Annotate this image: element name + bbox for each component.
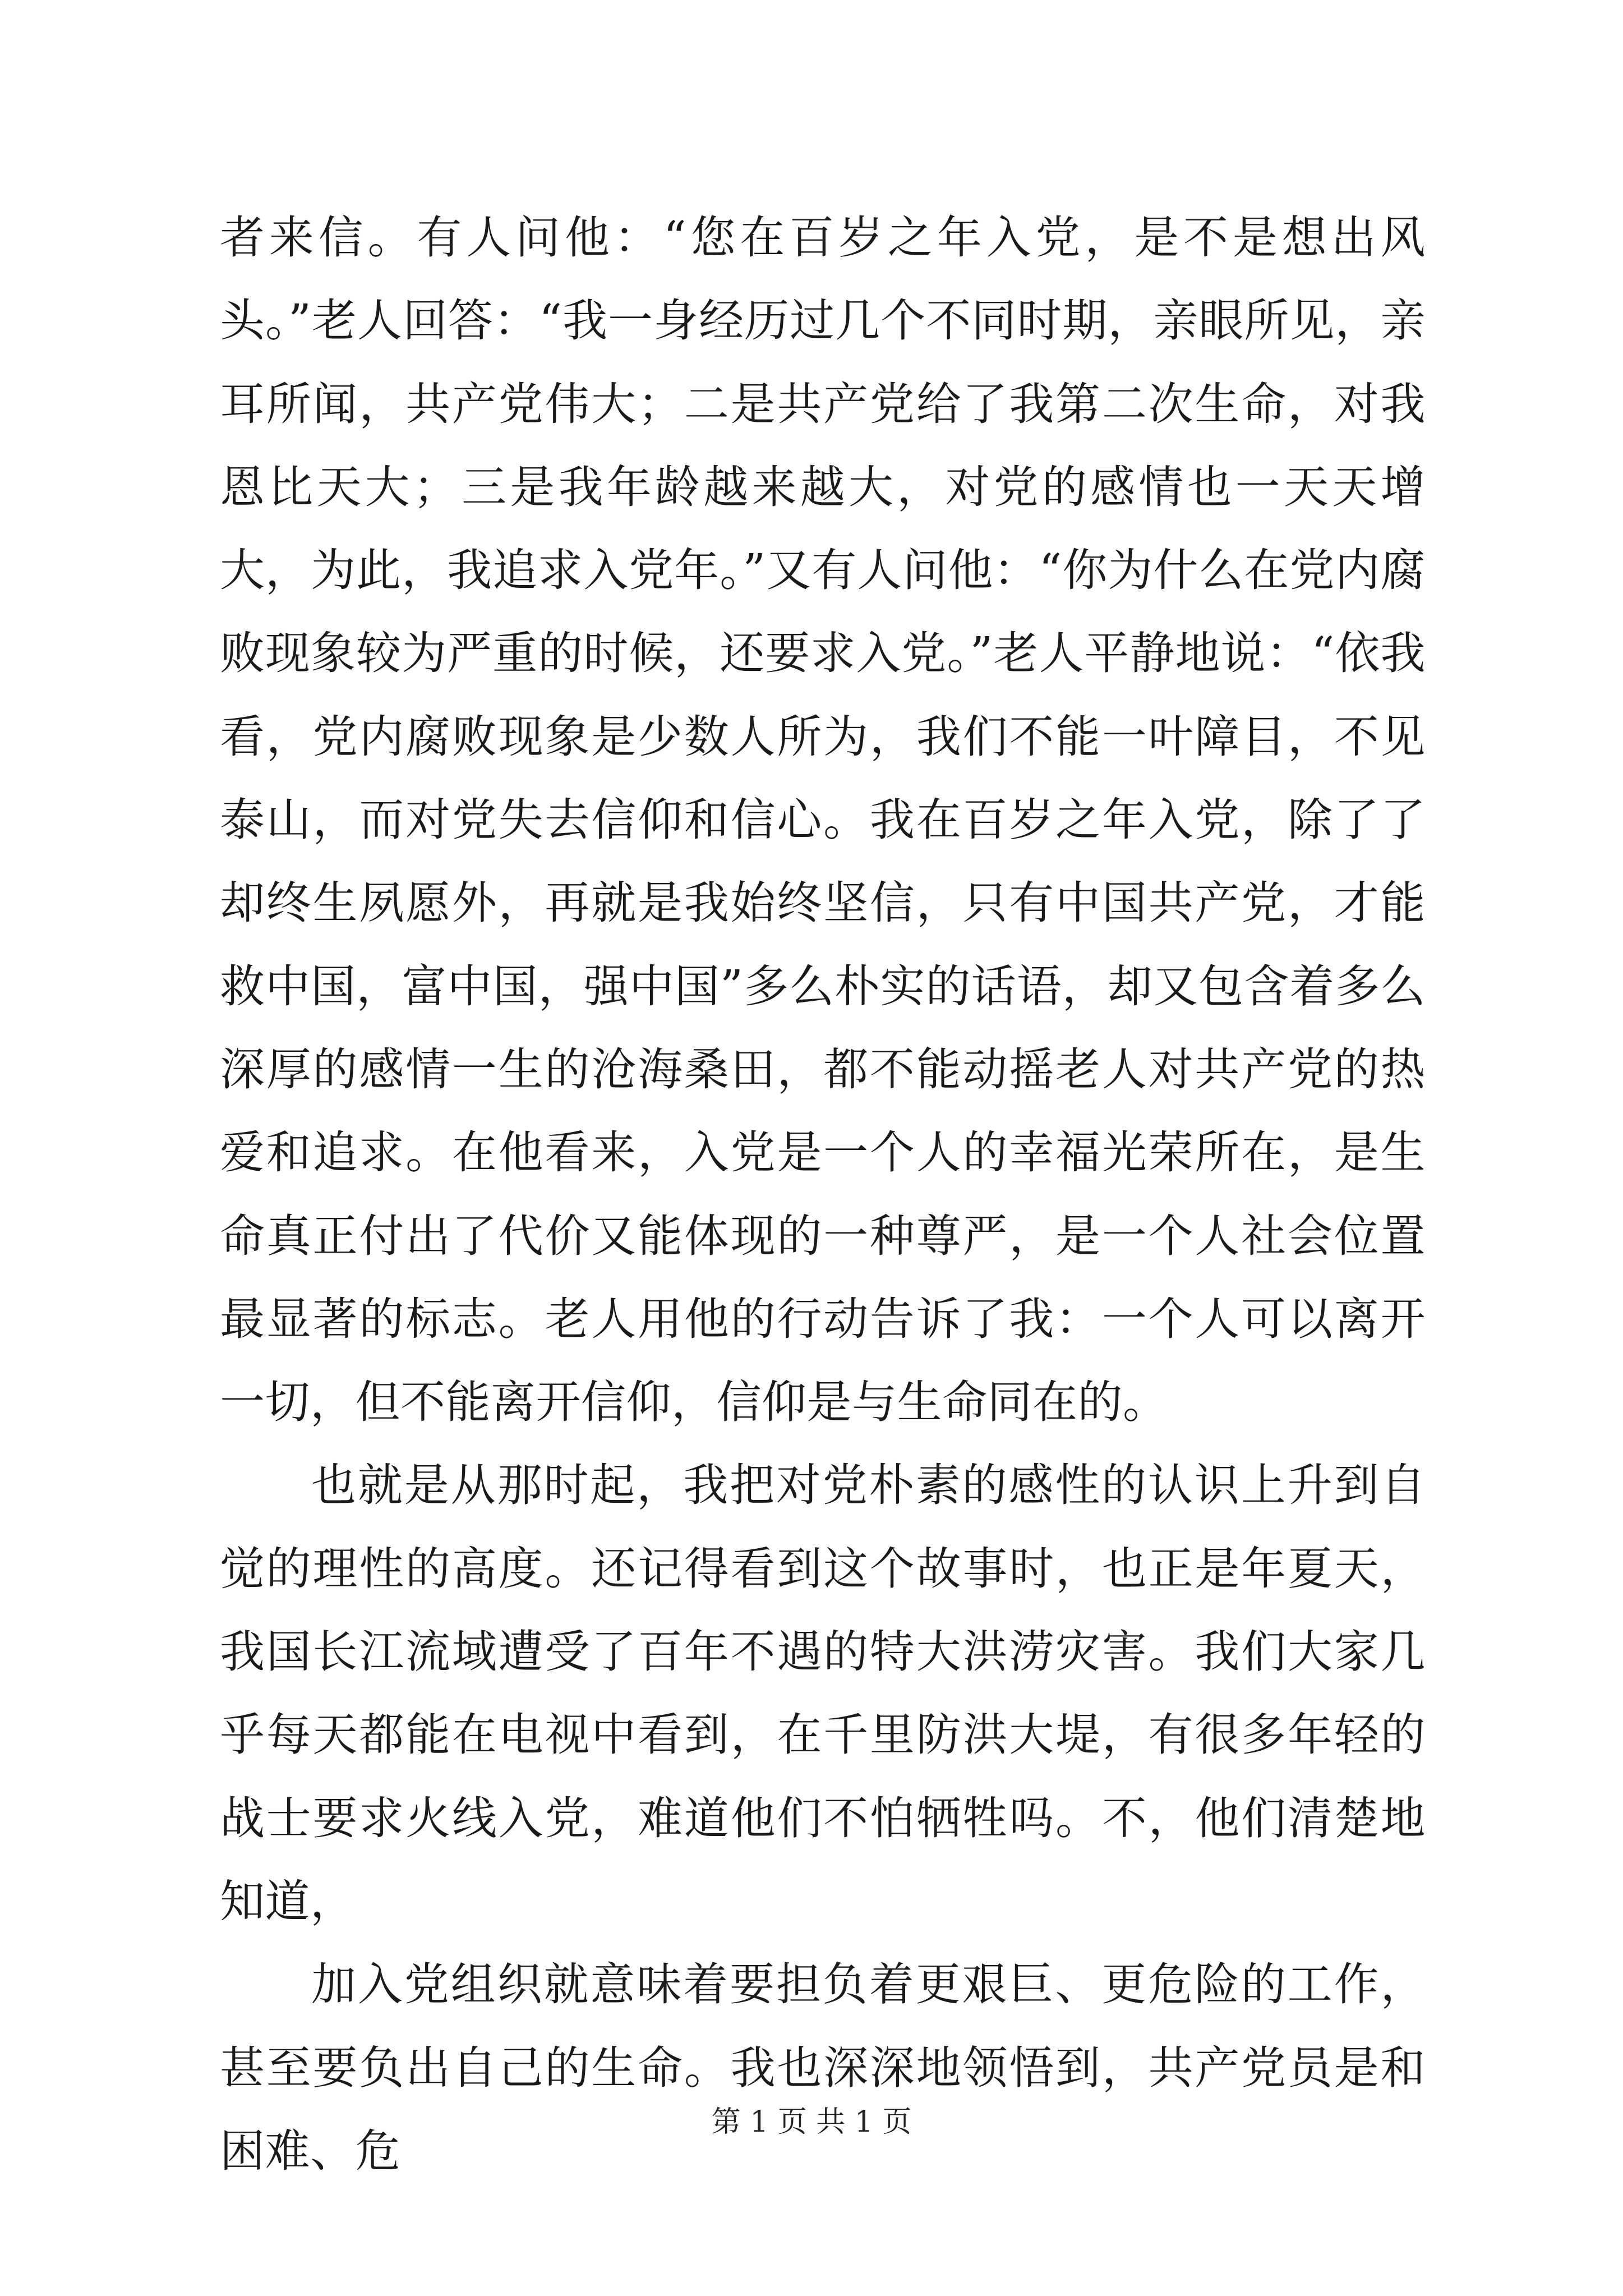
body-text <box>220 196 1426 2193</box>
paragraph-3: 加入党组织就意味着要担负着更艰巨、更危险的工作，甚至要负出自己的生命。我也深深地领悟到，共产党员是和困难、危 <box>220 1958 1426 2177</box>
page-number-label: 第 1 页 共 1 页 <box>711 2105 912 2139</box>
paragraph-1: 者来信。有人问他：“您在百岁之年入党，是不是想出风头。”老人回答：“我一身经历过几个不同时期，亲眼所见，亲耳所闻，共产党伟大；二是共产党给了我第二次生命，对我恩比天大；三是我年龄越来越大，对党的感情也一天天增大，为此，我追求入党年。”又有人问他：“你为什么在党内腐败现象较为严重的时候，还要求入党。”老人平静地说：“依我看，党内腐败现象是少数人所为，我们不能一叶障目，不见泰山，而对党失去信仰和信心。我在百岁之年入党，除了了却终生夙愿外，再就是我始终坚信，只有中国共产党，才能救中国，富中国，强中国”多么朴实的话语，却又包含着多么深厚的感情一生的沧海桑田，都不能动摇老人对共产党的热爱和追求。在他看来，入党是一个人的幸福光荣所在，是生命真正付出了代价又能体现的一种尊严，是一个人社会位置最显著的标志。老人用他的行动告诉了我：一个人可以离开一切，但不能离开信仰，信仰是与生命同在的。 <box>220 211 1426 1429</box>
paragraph-2: 也就是从那时起，我把对党朴素的感性的认识上升到自觉的理性的高度。还记得看到这个故事时，也正是年夏天，我国长江流域遭受了百年不遇的特大洪涝灾害。我们大家几乎每天都能在电视中看到，在千里防洪大堤，有很多年轻的战士要求火线入党，难道他们不怕牺牲吗。不，他们清楚地知道， <box>220 1459 1426 1927</box>
page-footer <box>0 2102 1623 2142</box>
